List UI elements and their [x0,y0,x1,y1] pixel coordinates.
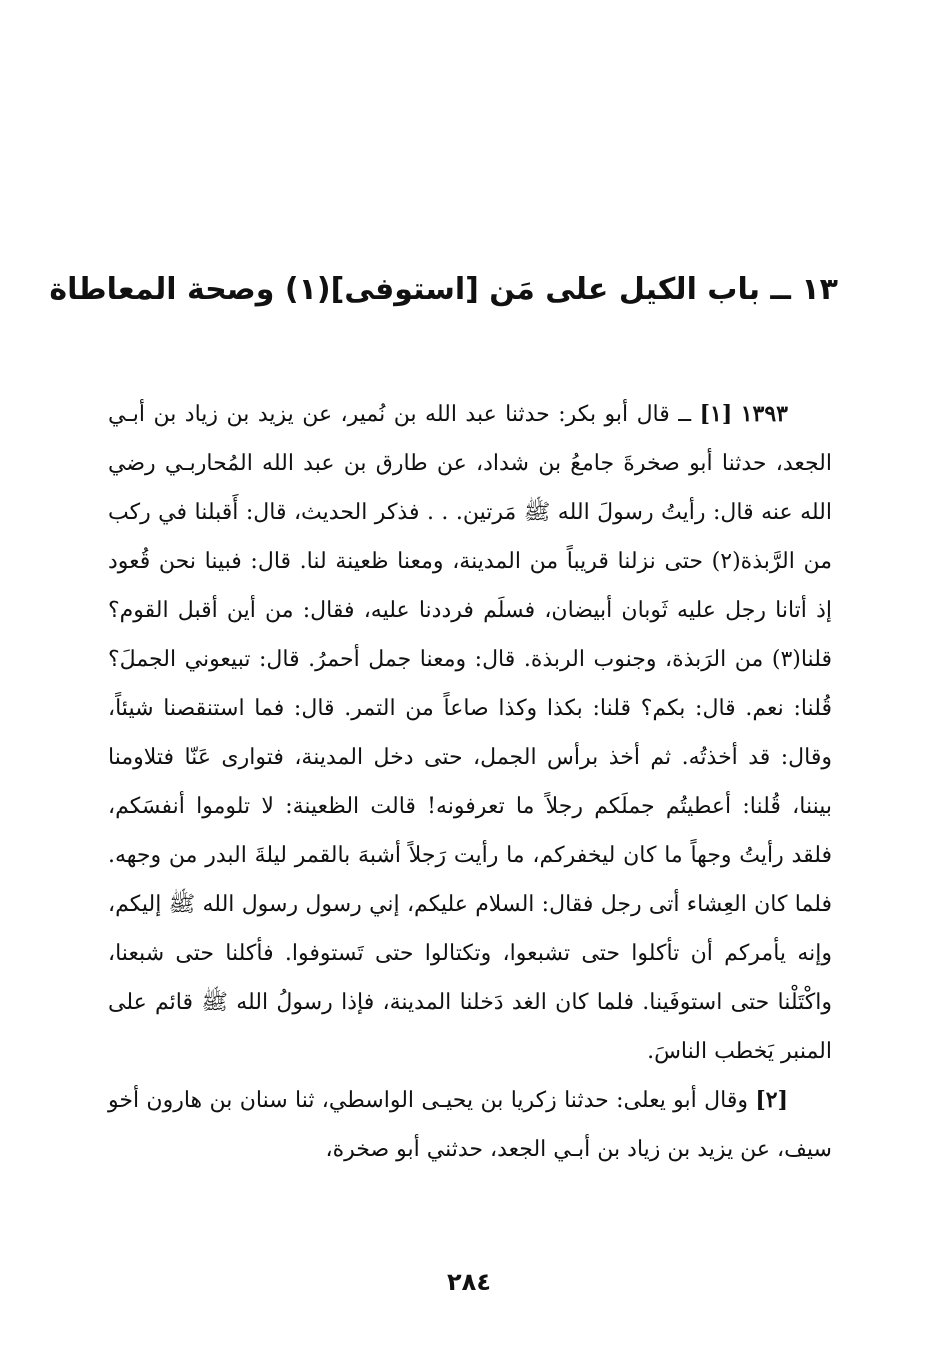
hadith-number: ١٣٩٣ [740,401,788,427]
page-number: ٢٨٤ [447,1268,491,1296]
reference-marker-2: [٢] [755,1087,788,1113]
paragraph-2-text: وقال أبو يعلى: حدثنا زكريا بن يحيـى الواسطي، ثنا سنان بن هارون أخو سيف، عن يزيد بن زياد بن أبـي الجعد، حدثني أبو صخرة، [108,1088,832,1162]
hadith-paragraph-2 [108,1076,832,1174]
chapter-heading: ١٣ ــ باب الكيل على مَن [استوفى](١) وصحة المعاطاة [49,272,838,307]
hadith-body [108,390,832,1174]
reference-marker-1: [١] [699,401,733,427]
paragraph-1-text: ــ قال أبو بكر: حدثنا عبد الله بن نُمير، عن يزيد بن زياد بن أبـي الجعد، حدثنا أبو صخرةَ جامعُ بن شداد، عن طارق بن عبد الله المُحاربـي رضي الله عنه قال: رأيتُ رسولَ الله ﷺ مَرتين. . . فذكر الحديث، قال: أَقبلنا في ركب من الرَّبذة(٢) حتى نزلنا قريباً من المدينة، ومعنا ظعينة لنا. قال: فبينا نحن قُعود إذ أتانا رجل عليه ثَوبان أبيضان، فسلَم فرددنا عليه، فقال: من أين أقبل القوم؟ قلنا(٣) من الرَبذة، وجنوب الربذة. قال: ومعنا جمل أحمرُ. قال: تبيعوني الجملَ؟ قُلنا: نعم. قال: بكم؟ قلنا: بكذا وكذا صاعاً من التمر. قال: فما استنقصنا شيئاً، وقال: قد أخذتُه. ثم أخذ برأس الجمل، حتى دخل المدينة، فتوارى عَنّا فتلاومنا بيننا، قُلنا: أعطيتُم جملَكم رجلاً ما تعرفونه! قالت الظعينة: لا تلوموا أنفسَكم، فلقد رأيتُ وجهاً ما كان ليخفركم، ما رأيت رَجلاً أشبهَ بالقمر ليلةَ البدر من وجهه. فلما كان العِشاء أتى رجل فقال: السلام عليكم، إني رسول رسول الله ﷺ إليكم، وإنه يأمركم أن تأكلوا حتى تشبعوا، وتكتالوا حتى تَستوفوا. فأكلنا حتى شبعنا، واكْتَلْنا حتى استوفَينا. فلما كان الغد دَخلنا المدينة، فإذا رسولُ الله ﷺ قائم على المنبر يَخطب الناسَ. [108,402,832,1064]
hadith-paragraph-1 [108,390,832,1076]
